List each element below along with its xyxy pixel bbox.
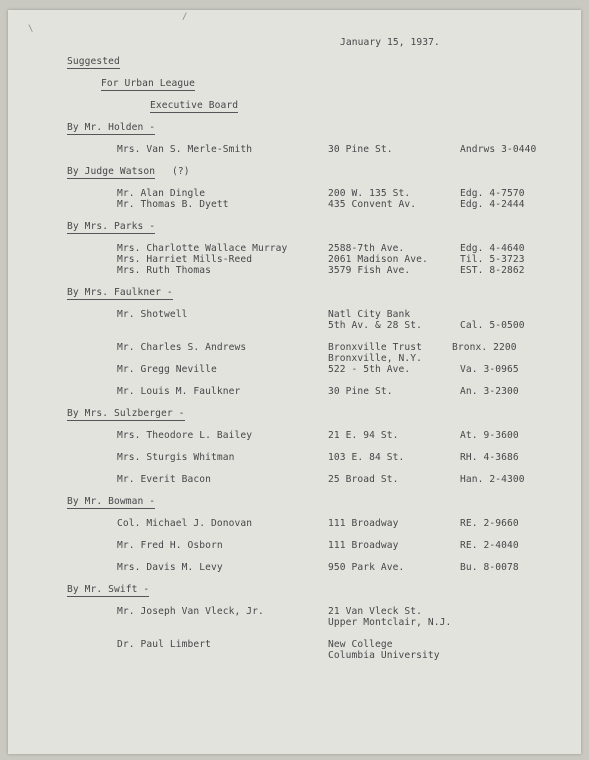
entry-name: Mr. Alan Dingle bbox=[117, 188, 206, 199]
entry-phone: Edg. 4-2444 bbox=[460, 199, 525, 210]
entry-name: Mrs. Sturgis Whitman bbox=[117, 452, 235, 463]
stray-mark: / bbox=[182, 12, 188, 22]
entry-name: Mr. Charles S. Andrews bbox=[117, 342, 247, 353]
entry-name: Dr. Paul Limbert bbox=[117, 639, 212, 650]
entry-name: Mrs. Theodore L. Bailey bbox=[117, 430, 253, 441]
entry-address: 2588-7th Ave. bbox=[328, 243, 405, 254]
entry-phone: RE. 2-9660 bbox=[460, 518, 519, 529]
entry-address: Bronxville Trust bbox=[328, 342, 423, 353]
entry-address: 30 Pine St. bbox=[328, 386, 393, 397]
entry-address: Upper Montclair, N.J. bbox=[328, 617, 452, 628]
entry-address: 103 E. 84 St. bbox=[328, 452, 405, 463]
section-label: By Mr. Bowman - bbox=[67, 496, 156, 507]
entry-phone: Bronx. 2200 bbox=[452, 342, 517, 353]
section-label: By Judge Watson bbox=[67, 166, 156, 177]
entry-name: Mr. Thomas B. Dyett bbox=[117, 199, 229, 210]
section-label: By Mrs. Sulzberger - bbox=[67, 408, 185, 419]
entry-name: Mr. Joseph Van Vleck, Jr. bbox=[117, 606, 264, 617]
entry-address: 950 Park Ave. bbox=[328, 562, 405, 573]
entry-address: 3579 Fish Ave. bbox=[328, 265, 411, 276]
document-page bbox=[8, 10, 581, 754]
entry-address: New College bbox=[328, 639, 393, 650]
heading-line-3: Executive Board bbox=[150, 100, 239, 111]
entry-name: Mr. Shotwell bbox=[117, 309, 188, 320]
entry-address: 435 Convent Av. bbox=[328, 199, 417, 210]
entry-address: Bronxville, N.Y. bbox=[328, 353, 423, 364]
entry-address: 522 - 5th Ave. bbox=[328, 364, 411, 375]
section-label: By Mrs. Faulkner - bbox=[67, 287, 173, 298]
stray-mark: \ bbox=[28, 24, 34, 34]
entry-phone: Va. 3-0965 bbox=[460, 364, 519, 375]
entry-name: Mr. Gregg Neville bbox=[117, 364, 217, 375]
entry-phone: At. 9-3600 bbox=[460, 430, 519, 441]
entry-name: Col. Michael J. Donovan bbox=[117, 518, 253, 529]
entry-address: 25 Broad St. bbox=[328, 474, 399, 485]
entry-phone: RE. 2-4040 bbox=[460, 540, 519, 551]
entry-phone: RH. 4-3686 bbox=[460, 452, 519, 463]
entry-address: 30 Pine St. bbox=[328, 144, 393, 155]
entry-address: 21 E. 94 St. bbox=[328, 430, 399, 441]
entry-phone: Edg. 4-4640 bbox=[460, 243, 525, 254]
entry-name: Mrs. Davis M. Levy bbox=[117, 562, 223, 573]
section-note: (?) bbox=[172, 166, 190, 177]
entry-address: Columbia University bbox=[328, 650, 440, 661]
entry-address: 2061 Madison Ave. bbox=[328, 254, 428, 265]
entry-name: Mrs. Ruth Thomas bbox=[117, 265, 212, 276]
entry-address: 111 Broadway bbox=[328, 518, 399, 529]
entry-address: 21 Van Vleck St. bbox=[328, 606, 423, 617]
entry-address: Natl City Bank bbox=[328, 309, 411, 320]
entry-phone: Han. 2-4300 bbox=[460, 474, 525, 485]
entry-address: 111 Broadway bbox=[328, 540, 399, 551]
entry-address: 200 W. 135 St. bbox=[328, 188, 411, 199]
heading-line-2: For Urban League bbox=[101, 78, 196, 89]
section-label: By Mrs. Parks - bbox=[67, 221, 156, 232]
entry-name: Mr. Louis M. Faulkner bbox=[117, 386, 241, 397]
section-label: By Mr. Holden - bbox=[67, 122, 156, 133]
entry-phone: Bu. 8-0078 bbox=[460, 562, 519, 573]
entry-phone: Cal. 5-0500 bbox=[460, 320, 525, 331]
entry-name: Mrs. Van S. Merle-Smith bbox=[117, 144, 253, 155]
entry-address: 5th Av. & 28 St. bbox=[328, 320, 423, 331]
entry-phone: Edg. 4-7570 bbox=[460, 188, 525, 199]
document-date: January 15, 1937. bbox=[340, 37, 440, 48]
entry-name: Mr. Everit Bacon bbox=[117, 474, 212, 485]
entry-name: Mrs. Charlotte Wallace Murray bbox=[117, 243, 288, 254]
section-label: By Mr. Swift - bbox=[67, 584, 150, 595]
entry-phone: Til. 5-3723 bbox=[460, 254, 525, 265]
entry-phone: An. 3-2300 bbox=[460, 386, 519, 397]
entry-phone: EST. 8-2862 bbox=[460, 265, 525, 276]
entry-name: Mr. Fred H. Osborn bbox=[117, 540, 223, 551]
entry-name: Mrs. Harriet Mills-Reed bbox=[117, 254, 253, 265]
entry-phone: Andrws 3-0440 bbox=[460, 144, 537, 155]
heading-line-1: Suggested bbox=[67, 56, 120, 67]
